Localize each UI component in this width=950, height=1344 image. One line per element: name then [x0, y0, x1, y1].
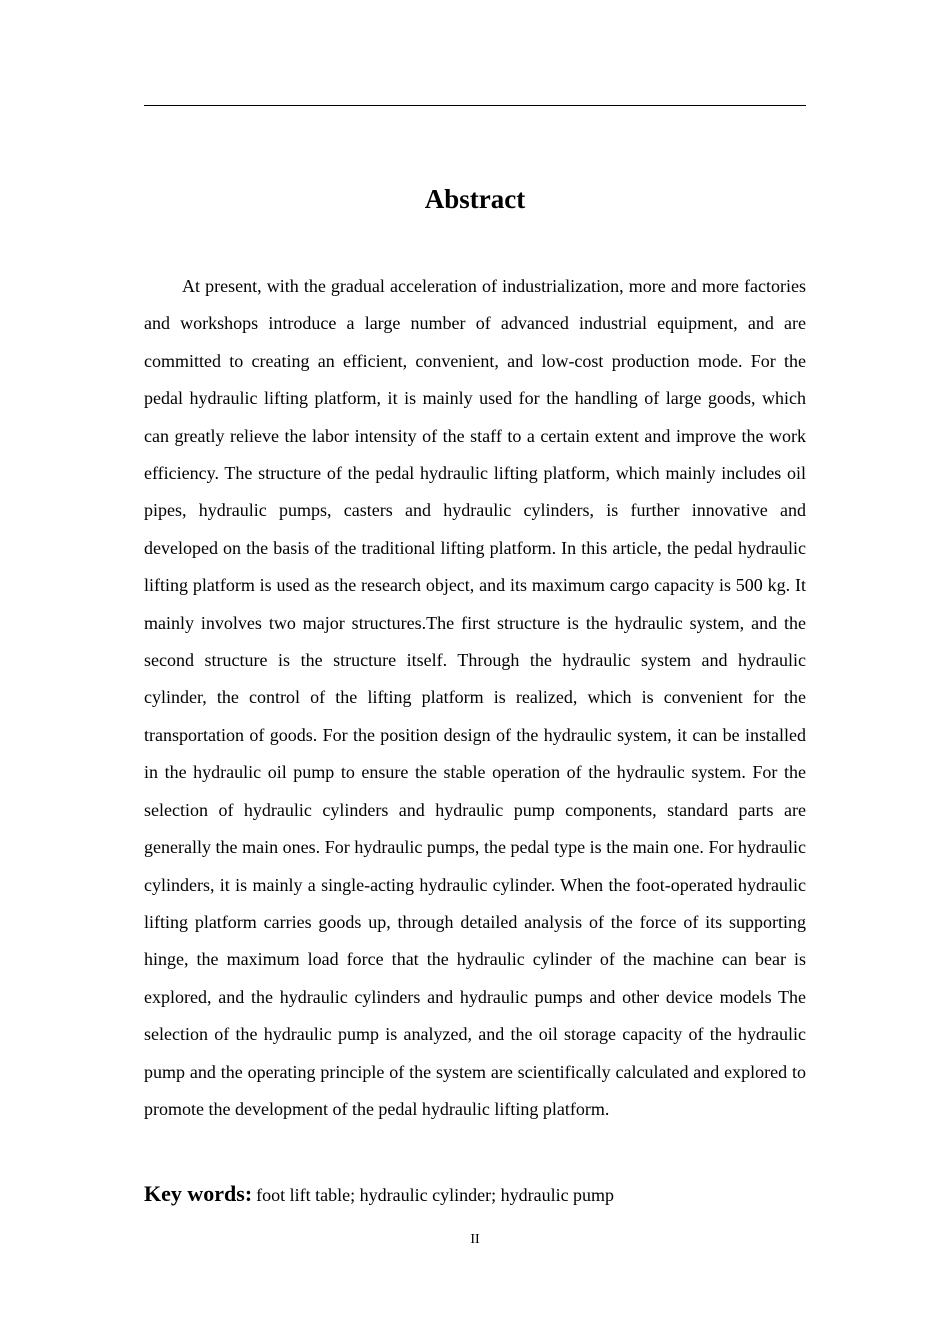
keywords-line	[144, 1178, 806, 1213]
page-number: II	[470, 1232, 480, 1247]
keywords-text: foot lift table; hydraulic cylinder; hydraulic pump	[256, 1185, 615, 1205]
abstract-paragraph: At present, with the gradual acceleration of industrialization, more and more factories and workshops introduce a large number of advanced industrial equipment, and are committed to creating an efficient, convenient, and low-cost production mode. For the pedal hydraulic lifting platform, it is mainly used for the handling of large goods, which can greatly relieve the labor intensity of the staff to a certain extent and improve the work efficiency. The structure of the pedal hydraulic lifting platform, which mainly includes oil pipes, hydraulic pumps, casters and hydraulic cylinders, is further innovative and developed on the basis of the traditional lifting platform. In this article, the pedal hydraulic lifting platform is used as the research object, and its maximum cargo capacity is 500 kg. It mainly involves two major structures.The first structure is the hydraulic system, and the second structure is the structure itself. Through the hydraulic system and hydraulic cylinder, the control of the lifting platform is realized, which is convenient for the transportation of goods. For the position design of the hydraulic system, it can be installed in the hydraulic oil pump to ensure the stable operation of the hydraulic system. For the selection of hydraulic cylinders and hydraulic pump components, standard parts are generally the main ones. For hydraulic pumps, the pedal type is the main one. For hydraulic cylinders, it is mainly a single-acting hydraulic cylinder. When the foot-operated hydraulic lifting platform carries goods up, through detailed analysis of the force of its supporting hinge, the maximum load force that the hydraulic cylinder of the machine can bear is explored, and the hydraulic cylinders and hydraulic pumps and other device models The selection of the hydraulic pump is analyzed, and the oil storage capacity of the hydraulic pump and the operating principle of the system are scientifically calculated and explored to promote the development of the pedal hydraulic lifting platform.	[144, 276, 806, 1119]
keywords-label: Key words:	[144, 1181, 253, 1206]
page-title: Abstract	[424, 184, 526, 214]
header-rule	[144, 105, 806, 106]
